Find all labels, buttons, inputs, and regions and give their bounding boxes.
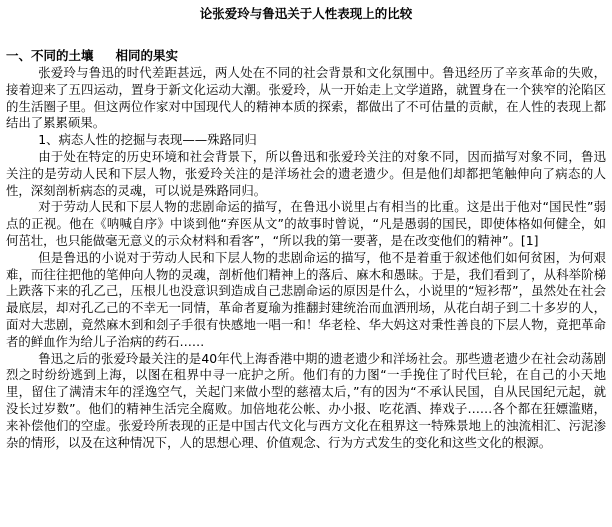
section-1-number: 一、 (6, 48, 32, 63)
document-title: 论张爱玲与鲁迅关于人性表现上的比较 (199, 6, 413, 21)
subsection-1-heading: 1、病态人性的挖掘与表现——殊路同归 (38, 132, 257, 148)
section-1-heading-left: 不同的土壤 (31, 48, 94, 63)
paragraph-1: 张爱玲与鲁迅的时代差距甚远，两人处在不同的社会背景和文化氛围中。鲁迅经历了辛亥革命的失败，接着迎来了五四运动，置身于新文化运动大潮。张爱玲，从一开始走上文学道路，就置身在一个狭窄的沦陷区的生活圈子里。但这两位作家对中国现代人的精神本质的探索，都做出了不可估量的贡献，在人性的表现上都结出了累累硕果。 (6, 65, 606, 131)
section-1-heading-right: 相同的果实 (115, 48, 179, 63)
paragraph-4: 但是鲁迅的小说对于劳动人民和下层人物的悲剧命运的描写，他不是着重于叙述他们如何贫困，为何艰难，而往往把他的笔伸向人物的灵魂，剖析他们精神上的落后、麻木和愚昧。于是，我们看到了，从科举阶梯上跌落下来的孔乙己，压根儿也没意识到造成自己悲剧命运的原因是什么，小说里的“短衫帮”，虽然处在社会最底层，却对孔乙己的不幸无一同情，革命者夏瑜为推翻封建统治而血洒刑场，从花白胡子到二十多岁的人，面对大悲剧，竟然麻木到和刽子手很有快感地一唱一和！华老栓、华大妈这对秉性善良的下层人物，竟把革命者的鲜血作为给儿子治病的药石…… (6, 249, 606, 349)
section-1-heading (6, 48, 606, 64)
paragraph-2: 由于处在特定的历史环境和社会背景下，所以鲁迅和张爱玲关注的对象不同，因而描写对象不同，鲁迅关注的是劳动人民和下层人物，张爱玲关注的是洋场社会的遗老遗少。但是他们却都把笔触伸向了病态的人性，深刻剖析病态的灵魂，可以说是殊路同归。 (6, 148, 606, 198)
paragraph-3: 对于劳动人民和下层人物的悲剧命运的描写，在鲁迅小说里占有相当的比重。这是出于他对“国民性”弱点的正视。他在《呐喊自序》中谈到他“弃医从文”的故事时曾说，“凡是愚弱的国民，即使体格如何健全，如何茁壮，也只能做毫无意义的示众材料和看客”，“所以我的第一要著，是在改变他们的精神”。[1] (6, 199, 606, 248)
paragraph-5: 鲁迅之后的张爱玲最关注的是40年代上海香港中期的遗老遗少和洋场社会。那些遗老遗少在社会动荡剧烈之时纷纷逃到上海，以图在租界中寻一庇护之所。他们有的力图“一手挽住了时代巨轮，在自己的小天地里，留住了满清末年的淫逸空气，关起门来做小型的慈禧太后，”有的因为“不承认民国，自从民国纪元起，就没长过岁数”。他们的精神生活完全腐败。加倍地花公帐、办小报、吃花酒、捧戏子……各个都在狂嫖滥赌，来补偿他们的空虚。张爱玲所表现的正是中国古代文化与西方文化在租界这一特殊景地上的浊流相汇、污泥渗杂的情形，以及在这种情况下，人的思想心理、价值观念、行为方式发生的变化和这些文化的根源。 (6, 350, 606, 450)
